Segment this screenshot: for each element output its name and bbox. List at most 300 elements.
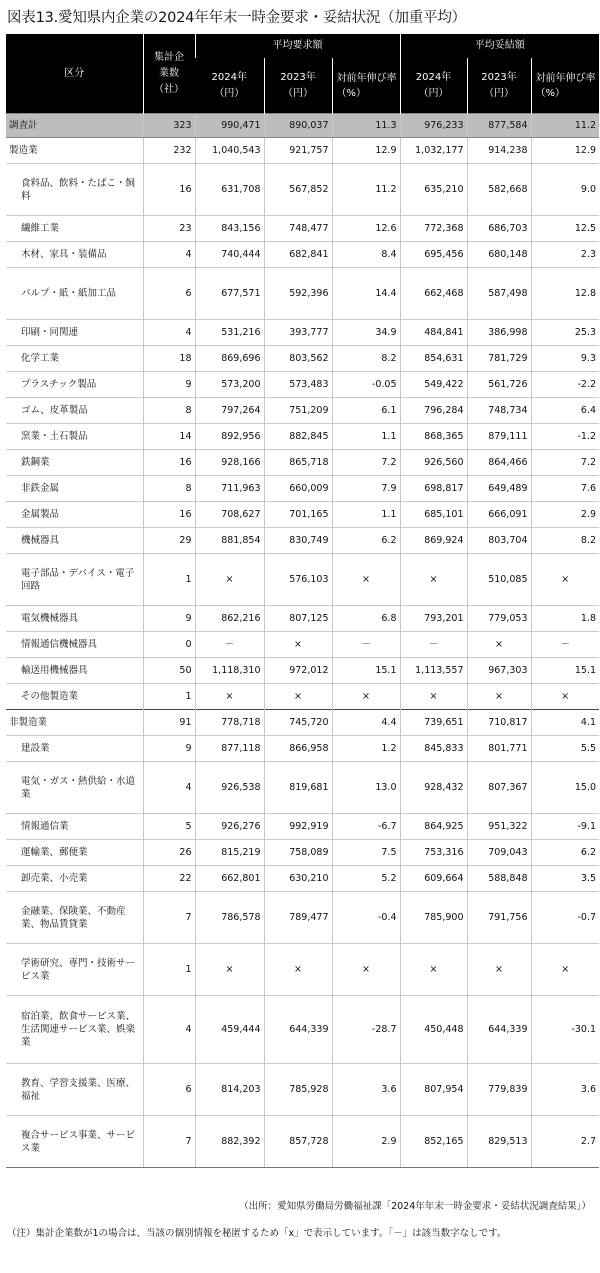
cell-request-growth: -0.4 xyxy=(332,892,400,944)
cell-settle-growth: -1.2 xyxy=(531,424,599,450)
cell-settle-growth: 15.1 xyxy=(531,658,599,684)
cell-request-growth: × xyxy=(332,684,400,710)
table-row xyxy=(6,1064,599,1116)
table-row xyxy=(6,944,599,996)
cell-settle-2023: 666,091 xyxy=(467,502,531,528)
cell-settle-2023: 709,043 xyxy=(467,840,531,866)
cell-request-growth: 5.2 xyxy=(332,866,400,892)
cell-request-2023: 921,757 xyxy=(264,138,332,164)
cell-settle-growth: -9.1 xyxy=(531,814,599,840)
cell-settle-2023: 951,322 xyxy=(467,814,531,840)
row-label: プラスチック製品 xyxy=(6,372,143,398)
table-row xyxy=(6,242,599,268)
cell-settle-2023: 588,848 xyxy=(467,866,531,892)
table-row xyxy=(6,840,599,866)
row-label: 化学工業 xyxy=(6,346,143,372)
cell-settle-growth: 3.5 xyxy=(531,866,599,892)
cell-count: 16 xyxy=(143,502,195,528)
cell-settle-2023: 561,726 xyxy=(467,372,531,398)
cell-settle-growth: 7.6 xyxy=(531,476,599,502)
row-label: 食料品、飲料・たばこ・飼料 xyxy=(6,164,143,216)
cell-settle-2023: 864,466 xyxy=(467,450,531,476)
cell-count: 29 xyxy=(143,528,195,554)
cell-count: 4 xyxy=(143,996,195,1064)
cell-settle-2024: 450,448 xyxy=(400,996,467,1064)
cell-request-2023: 992,919 xyxy=(264,814,332,840)
cell-settle-2024: 796,284 xyxy=(400,398,467,424)
cell-request-2023: 644,339 xyxy=(264,996,332,1064)
table-row xyxy=(6,684,599,710)
cell-count: 1 xyxy=(143,684,195,710)
row-label: 宿泊業、飲食サービス業、生活関連サービス業、娯楽業 xyxy=(6,996,143,1064)
cell-settle-growth: 5.5 xyxy=(531,736,599,762)
cell-request-2024: × xyxy=(195,554,264,606)
cell-request-2023: × xyxy=(264,684,332,710)
cell-request-growth: -0.05 xyxy=(332,372,400,398)
cell-settle-2024: 785,900 xyxy=(400,892,467,944)
cell-settle-2023: 779,839 xyxy=(467,1064,531,1116)
cell-settle-2024: 976,233 xyxy=(400,114,467,138)
cell-settle-growth: 3.6 xyxy=(531,1064,599,1116)
row-label: 製造業 xyxy=(6,138,143,164)
cell-request-2024: 926,538 xyxy=(195,762,264,814)
cell-settle-2023: 829,513 xyxy=(467,1116,531,1168)
cell-request-2023: × xyxy=(264,944,332,996)
cell-settle-2024: 1,032,177 xyxy=(400,138,467,164)
cell-settle-2024: × xyxy=(400,684,467,710)
cell-settle-2024: 793,201 xyxy=(400,606,467,632)
cell-settle-2023: 791,756 xyxy=(467,892,531,944)
table-row xyxy=(6,1116,599,1168)
table-row xyxy=(6,216,599,242)
cell-request-2024: 928,166 xyxy=(195,450,264,476)
cell-settle-2023: 686,703 xyxy=(467,216,531,242)
cell-settle-2024: × xyxy=(400,554,467,606)
cell-settle-2023: 914,238 xyxy=(467,138,531,164)
cell-settle-2023: 587,498 xyxy=(467,268,531,320)
cell-settle-growth: -0.7 xyxy=(531,892,599,944)
cell-request-2023: 573,483 xyxy=(264,372,332,398)
cell-request-2024: 778,718 xyxy=(195,710,264,736)
cell-settle-2023: × xyxy=(467,944,531,996)
row-label: 卸売業、小売業 xyxy=(6,866,143,892)
cell-settle-2024: 698,817 xyxy=(400,476,467,502)
cell-request-growth: 1.1 xyxy=(332,424,400,450)
cell-count: 4 xyxy=(143,320,195,346)
cell-request-2024: 531,216 xyxy=(195,320,264,346)
cell-settle-growth: 2.3 xyxy=(531,242,599,268)
cell-request-growth: × xyxy=(332,944,400,996)
row-label: 複合サービス事業、サービス業 xyxy=(6,1116,143,1168)
cell-settle-growth: 12.9 xyxy=(531,138,599,164)
table-row xyxy=(6,346,599,372)
table-row xyxy=(6,476,599,502)
cell-settle-growth: 9.3 xyxy=(531,346,599,372)
cell-settle-growth: -2.2 xyxy=(531,372,599,398)
cell-settle-2023: 879,111 xyxy=(467,424,531,450)
row-label: 木材、家具・装備品 xyxy=(6,242,143,268)
cell-settle-growth: 6.2 xyxy=(531,840,599,866)
header-request-group: 平均要求額 xyxy=(195,34,400,58)
cell-count: 50 xyxy=(143,658,195,684)
cell-settle-growth: 7.2 xyxy=(531,450,599,476)
cell-settle-2024: 1,113,557 xyxy=(400,658,467,684)
cell-request-2024: 862,216 xyxy=(195,606,264,632)
cell-settle-2023: 803,704 xyxy=(467,528,531,554)
cell-request-2023: 865,718 xyxy=(264,450,332,476)
cell-request-2023: × xyxy=(264,632,332,658)
table-row xyxy=(6,450,599,476)
cell-count: 8 xyxy=(143,476,195,502)
cell-request-growth: 6.8 xyxy=(332,606,400,632)
cell-settle-2023: 967,303 xyxy=(467,658,531,684)
cell-request-2023: 660,009 xyxy=(264,476,332,502)
cell-request-2024: 814,203 xyxy=(195,1064,264,1116)
cell-count: 23 xyxy=(143,216,195,242)
cell-settle-growth: × xyxy=(531,944,599,996)
row-label: ゴム、皮革製品 xyxy=(6,398,143,424)
cell-count: 8 xyxy=(143,398,195,424)
cell-count: 232 xyxy=(143,138,195,164)
cell-count: 26 xyxy=(143,840,195,866)
row-label: 建設業 xyxy=(6,736,143,762)
cell-settle-growth: 6.4 xyxy=(531,398,599,424)
cell-settle-2023: 680,148 xyxy=(467,242,531,268)
cell-settle-2024: 807,954 xyxy=(400,1064,467,1116)
table-row xyxy=(6,606,599,632)
cell-settle-2023: 807,367 xyxy=(467,762,531,814)
cell-request-2023: 789,477 xyxy=(264,892,332,944)
cell-count: 7 xyxy=(143,892,195,944)
cell-settle-growth: -30.1 xyxy=(531,996,599,1064)
row-label: 窯業・土石製品 xyxy=(6,424,143,450)
cell-request-2024: 892,956 xyxy=(195,424,264,450)
cell-settle-2024: 685,101 xyxy=(400,502,467,528)
cell-request-growth: 8.2 xyxy=(332,346,400,372)
row-label: 鉄鋼業 xyxy=(6,450,143,476)
table-row xyxy=(6,502,599,528)
page-title: 図表13.愛知県内企業の2024年年末一時金要求・妥結状況（加重平均） xyxy=(7,10,466,26)
cell-count: 4 xyxy=(143,242,195,268)
table-row xyxy=(6,892,599,944)
cell-settle-growth: 12.8 xyxy=(531,268,599,320)
cell-request-2024: 631,708 xyxy=(195,164,264,216)
cell-count: 14 xyxy=(143,424,195,450)
table-row xyxy=(6,710,599,736)
table-row xyxy=(6,138,599,164)
cell-settle-2023: 710,817 xyxy=(467,710,531,736)
cell-request-2023: 630,210 xyxy=(264,866,332,892)
cell-request-2024: 573,200 xyxy=(195,372,264,398)
cell-request-growth: × xyxy=(332,554,400,606)
cell-request-2023: 576,103 xyxy=(264,554,332,606)
cell-request-growth: 4.4 xyxy=(332,710,400,736)
table-row xyxy=(6,736,599,762)
cell-settle-2023: 779,053 xyxy=(467,606,531,632)
cell-count: 323 xyxy=(143,114,195,138)
data-table-container xyxy=(6,34,599,1168)
cell-request-2023: 890,037 xyxy=(264,114,332,138)
cell-settle-2023: 748,734 xyxy=(467,398,531,424)
row-label: 繊維工業 xyxy=(6,216,143,242)
cell-settle-2024: 928,432 xyxy=(400,762,467,814)
cell-settle-2024: 739,651 xyxy=(400,710,467,736)
cell-request-2023: 819,681 xyxy=(264,762,332,814)
row-label: 情報通信業 xyxy=(6,814,143,840)
cell-request-2023: 758,089 xyxy=(264,840,332,866)
cell-request-2023: 803,562 xyxy=(264,346,332,372)
cell-settle-growth: 2.7 xyxy=(531,1116,599,1168)
cell-settle-2024: 926,560 xyxy=(400,450,467,476)
table-row xyxy=(6,866,599,892)
row-label: 電気機械器具 xyxy=(6,606,143,632)
cell-settle-2024: 695,456 xyxy=(400,242,467,268)
table-row xyxy=(6,528,599,554)
cell-request-growth: 7.9 xyxy=(332,476,400,502)
cell-count: 1 xyxy=(143,944,195,996)
cell-count: 18 xyxy=(143,346,195,372)
cell-request-2024: 797,264 xyxy=(195,398,264,424)
header-settle-2023 xyxy=(467,58,531,114)
cell-settle-2024: 635,210 xyxy=(400,164,467,216)
cell-settle-2024: 852,165 xyxy=(400,1116,467,1168)
cell-request-growth: 7.5 xyxy=(332,840,400,866)
cell-count: 1 xyxy=(143,554,195,606)
row-label: 調査計 xyxy=(6,114,143,138)
cell-request-growth: -28.7 xyxy=(332,996,400,1064)
header-category: 区分 xyxy=(6,34,143,114)
table-row xyxy=(6,320,599,346)
cell-request-2024: 711,963 xyxy=(195,476,264,502)
cell-settle-growth: 15.0 xyxy=(531,762,599,814)
cell-settle-2024: 662,468 xyxy=(400,268,467,320)
source-citation: （出所：愛知県労働局労働福祉課「2024年年末一時金要求・妥結状況調査結果」） xyxy=(239,1201,591,1212)
cell-settle-2024: 864,925 xyxy=(400,814,467,840)
cell-settle-2023: 877,584 xyxy=(467,114,531,138)
cell-settle-2024: 609,664 xyxy=(400,866,467,892)
row-label: 金属製品 xyxy=(6,502,143,528)
cell-request-growth: 1.2 xyxy=(332,736,400,762)
cell-request-2024: 708,627 xyxy=(195,502,264,528)
cell-request-2023: 830,749 xyxy=(264,528,332,554)
cell-request-2024: × xyxy=(195,684,264,710)
cell-request-growth: 11.3 xyxy=(332,114,400,138)
cell-request-growth: 1.1 xyxy=(332,502,400,528)
cell-request-growth: 11.2 xyxy=(332,164,400,216)
cell-settle-2023: 781,729 xyxy=(467,346,531,372)
cell-request-growth: 13.0 xyxy=(332,762,400,814)
row-label: 非鉄金属 xyxy=(6,476,143,502)
row-label: 機械器具 xyxy=(6,528,143,554)
cell-request-2024: 786,578 xyxy=(195,892,264,944)
cell-count: 91 xyxy=(143,710,195,736)
cell-request-2024: 459,444 xyxy=(195,996,264,1064)
header-settle-2023-text: 2023年（円） xyxy=(481,71,517,99)
row-label: 教育、学習支援業、医療、福祉 xyxy=(6,1064,143,1116)
cell-settle-growth: 4.1 xyxy=(531,710,599,736)
cell-settle-2024: 549,422 xyxy=(400,372,467,398)
row-label: 電気・ガス・熱供給・水道業 xyxy=(6,762,143,814)
table-row xyxy=(6,372,599,398)
cell-settle-2024: － xyxy=(400,632,467,658)
cell-count: 22 xyxy=(143,866,195,892)
cell-request-2023: 592,396 xyxy=(264,268,332,320)
header-settle-growth: 対前年伸び率（%） xyxy=(531,58,599,114)
cell-settle-2023: × xyxy=(467,632,531,658)
cell-request-2024: 677,571 xyxy=(195,268,264,320)
header-request-2024 xyxy=(195,58,264,114)
row-label: 電子部品・デバイス・電子回路 xyxy=(6,554,143,606)
cell-settle-2023: × xyxy=(467,684,531,710)
row-label: 非製造業 xyxy=(6,710,143,736)
cell-request-2024: 881,854 xyxy=(195,528,264,554)
table-row xyxy=(6,268,599,320)
row-label: パルプ・紙・紙加工品 xyxy=(6,268,143,320)
cell-request-2024: 882,392 xyxy=(195,1116,264,1168)
cell-count: 7 xyxy=(143,1116,195,1168)
cell-request-growth: 8.4 xyxy=(332,242,400,268)
cell-request-2023: 393,777 xyxy=(264,320,332,346)
cell-count: 6 xyxy=(143,268,195,320)
row-label: 情報通信機械器具 xyxy=(6,632,143,658)
cell-count: 9 xyxy=(143,736,195,762)
cell-settle-2023: 510,085 xyxy=(467,554,531,606)
cell-settle-growth: 8.2 xyxy=(531,528,599,554)
cell-request-2023: 807,125 xyxy=(264,606,332,632)
cell-request-2024: 1,040,543 xyxy=(195,138,264,164)
cell-request-2024: 662,801 xyxy=(195,866,264,892)
cell-request-2024: 926,276 xyxy=(195,814,264,840)
header-settle-2024 xyxy=(400,58,467,114)
cell-request-2024: 990,471 xyxy=(195,114,264,138)
table-row xyxy=(6,114,599,138)
cell-settle-2024: 854,631 xyxy=(400,346,467,372)
cell-request-2024: 815,219 xyxy=(195,840,264,866)
cell-settle-2023: 801,771 xyxy=(467,736,531,762)
cell-request-2023: 882,845 xyxy=(264,424,332,450)
cell-settle-2024: 484,841 xyxy=(400,320,467,346)
row-label: 印刷・同関連 xyxy=(6,320,143,346)
cell-request-2024: × xyxy=(195,944,264,996)
cell-request-growth: 6.2 xyxy=(332,528,400,554)
cell-request-2023: 682,841 xyxy=(264,242,332,268)
header-settle-2024-text: 2024年（円） xyxy=(415,71,452,99)
cell-settle-growth: 1.8 xyxy=(531,606,599,632)
cell-count: 0 xyxy=(143,632,195,658)
cell-settle-2023: 582,668 xyxy=(467,164,531,216)
cell-request-growth: 12.6 xyxy=(332,216,400,242)
bonus-table xyxy=(6,34,599,1168)
cell-count: 16 xyxy=(143,164,195,216)
cell-request-growth: -6.7 xyxy=(332,814,400,840)
header-request-2023 xyxy=(264,58,332,114)
header-request-2024-text: 2024年（円） xyxy=(211,71,247,99)
table-row xyxy=(6,554,599,606)
cell-settle-growth: × xyxy=(531,684,599,710)
cell-request-2023: 751,209 xyxy=(264,398,332,424)
cell-request-2024: 877,118 xyxy=(195,736,264,762)
cell-request-growth: 6.1 xyxy=(332,398,400,424)
table-row xyxy=(6,762,599,814)
cell-request-growth: 3.6 xyxy=(332,1064,400,1116)
table-row xyxy=(6,996,599,1064)
cell-settle-2024: 753,316 xyxy=(400,840,467,866)
cell-request-2023: 701,165 xyxy=(264,502,332,528)
table-row xyxy=(6,424,599,450)
cell-request-growth: 34.9 xyxy=(332,320,400,346)
cell-request-growth: － xyxy=(332,632,400,658)
cell-count: 6 xyxy=(143,1064,195,1116)
cell-count: 4 xyxy=(143,762,195,814)
row-label: その他製造業 xyxy=(6,684,143,710)
cell-settle-2023: 386,998 xyxy=(467,320,531,346)
cell-settle-growth: 9.0 xyxy=(531,164,599,216)
cell-settle-growth: × xyxy=(531,554,599,606)
cell-count: 16 xyxy=(143,450,195,476)
cell-count: 9 xyxy=(143,372,195,398)
cell-request-2024: 740,444 xyxy=(195,242,264,268)
cell-request-2024: － xyxy=(195,632,264,658)
table-body xyxy=(6,114,599,1168)
cell-request-2023: 748,477 xyxy=(264,216,332,242)
cell-request-growth: 7.2 xyxy=(332,450,400,476)
cell-request-2023: 785,928 xyxy=(264,1064,332,1116)
row-label: 輸送用機械器具 xyxy=(6,658,143,684)
row-label: 学術研究、専門・技術サービス業 xyxy=(6,944,143,996)
cell-settle-2023: 649,489 xyxy=(467,476,531,502)
cell-settle-2024: 845,833 xyxy=(400,736,467,762)
cell-request-growth: 15.1 xyxy=(332,658,400,684)
table-row xyxy=(6,658,599,684)
cell-settle-growth: 25.3 xyxy=(531,320,599,346)
row-label: 運輸業、郵便業 xyxy=(6,840,143,866)
header-settle-group: 平均妥結額 xyxy=(400,34,599,58)
cell-settle-2024: 869,924 xyxy=(400,528,467,554)
cell-settle-growth: 12.5 xyxy=(531,216,599,242)
cell-request-2024: 869,696 xyxy=(195,346,264,372)
cell-request-2024: 843,156 xyxy=(195,216,264,242)
cell-settle-2024: 772,368 xyxy=(400,216,467,242)
cell-settle-2024: 868,365 xyxy=(400,424,467,450)
table-row xyxy=(6,814,599,840)
cell-settle-2024: × xyxy=(400,944,467,996)
cell-request-growth: 14.4 xyxy=(332,268,400,320)
table-row xyxy=(6,398,599,424)
cell-request-2023: 857,728 xyxy=(264,1116,332,1168)
cell-count: 5 xyxy=(143,814,195,840)
cell-request-2023: 972,012 xyxy=(264,658,332,684)
cell-request-2023: 567,852 xyxy=(264,164,332,216)
footnote: （注）集計企業数が1の場合は、当該の個別情報を秘匿するため「x」で表示しています。「－」は該当数字なしです。 xyxy=(7,1228,507,1239)
cell-request-2024: 1,118,310 xyxy=(195,658,264,684)
cell-request-2023: 866,958 xyxy=(264,736,332,762)
cell-settle-2023: 644,339 xyxy=(467,996,531,1064)
cell-settle-growth: － xyxy=(531,632,599,658)
header-count xyxy=(143,34,195,114)
cell-request-growth: 2.9 xyxy=(332,1116,400,1168)
table-row xyxy=(6,164,599,216)
cell-count: 9 xyxy=(143,606,195,632)
row-label: 金融業、保険業、不動産業、物品賃貸業 xyxy=(6,892,143,944)
header-request-growth: 対前年伸び率（%） xyxy=(332,58,400,114)
cell-settle-growth: 2.9 xyxy=(531,502,599,528)
cell-settle-growth: 11.2 xyxy=(531,114,599,138)
header-request-2023-text: 2023年（円） xyxy=(280,71,316,99)
cell-request-2023: 745,720 xyxy=(264,710,332,736)
cell-request-growth: 12.9 xyxy=(332,138,400,164)
table-row xyxy=(6,632,599,658)
header-count-text: 集計企業数（社） xyxy=(154,51,184,95)
